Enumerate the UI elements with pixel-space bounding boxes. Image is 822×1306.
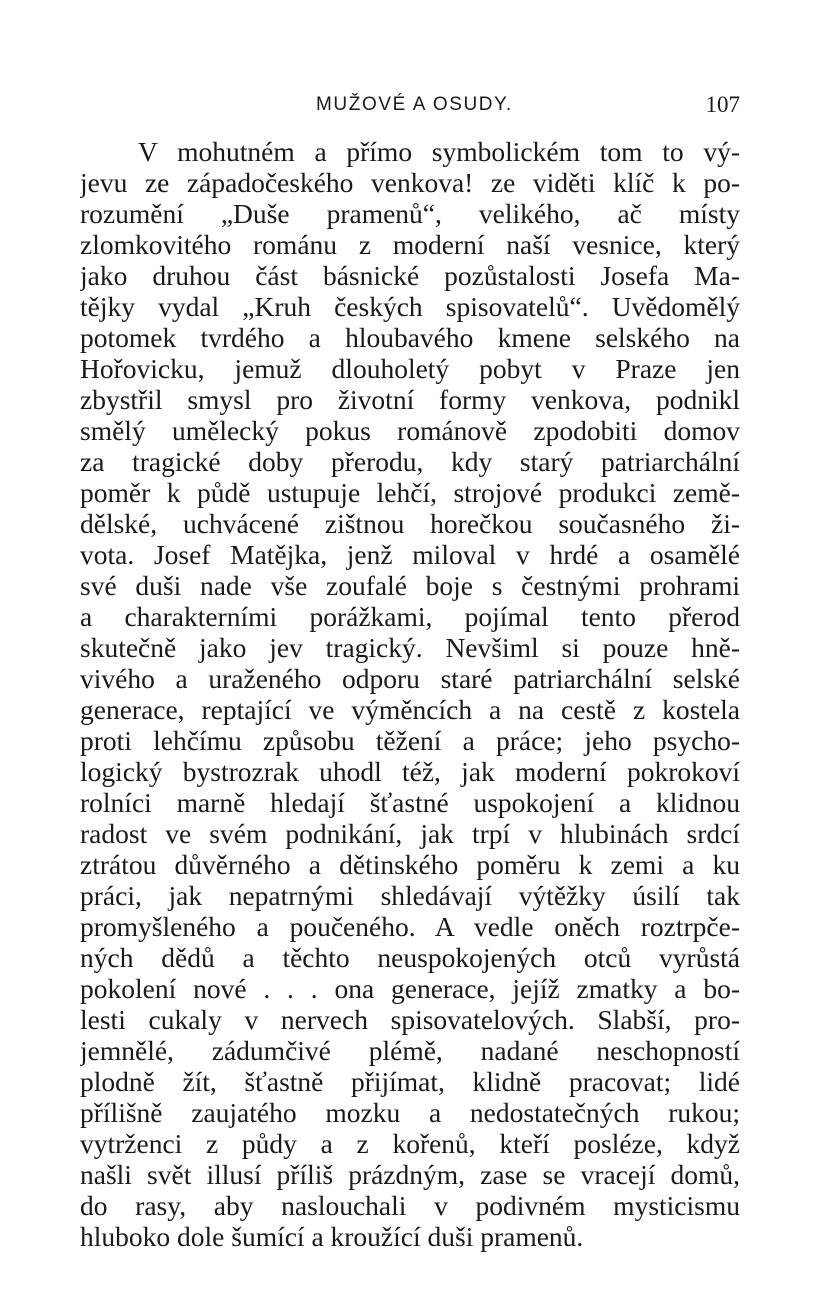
text-line: hluboko dole šumící a kroužící duši pramenů. [80, 1221, 584, 1252]
text-line: za tragické doby přerodu, kdy starý patriarchální [80, 446, 740, 477]
text-line: své duši nade vše zoufalé boje s čestnými prohrami [80, 570, 740, 601]
text-line: jemnělé, zádumčivé plémě, nadané neschopností [80, 1035, 740, 1066]
text-line: našli svět illusí příliš prázdným, zase se vracejí domů, [80, 1159, 740, 1190]
running-title: MUŽOVÉ A OSUDY. [316, 94, 513, 115]
text-line: rozumění „Duše pramenů“, velikého, ač místy [80, 198, 740, 229]
text-line: radost ve svém podnikání, jak trpí v hlubinách srdcí [80, 818, 740, 849]
running-header [80, 90, 740, 120]
body-paragraph [80, 136, 740, 1252]
text-line: vivého a uraženého odporu staré patriarchální selské [80, 663, 740, 694]
text-line: a charakterními porážkami, pojímal tento přerod [80, 601, 740, 632]
text-line: zlomkovitého románu z moderní naší vesnice, který [80, 229, 740, 260]
text-line: lesti cukaly v nervech spisovatelových. Slabší, pro- [80, 1004, 740, 1035]
text-line: práci, jak nepatrnými shledávají výtěžky úsilí tak [80, 880, 740, 911]
text-line: dělské, uchvácené zištnou horečkou současného ži- [80, 508, 740, 539]
text-line: ztrátou důvěrného a dětinského poměru k zemi a ku [80, 849, 740, 880]
text-line: jevu ze západočeského venkova! ze viděti klíč k po- [80, 167, 740, 198]
text-line: vytrženci z půdy a z kořenů, kteří posléze, když [80, 1128, 740, 1159]
page-number: 107 [705, 92, 740, 117]
text-line: ných dědů a těchto neuspokojených otců vyrůstá [80, 942, 740, 973]
text-line: potomek tvrdého a hloubavého kmene selského na [80, 322, 740, 353]
text-line: logický bystrozrak uhodl též, jak moderní pokrokoví [80, 756, 740, 787]
text-line: promyšleného a poučeného. A vedle oněch roztrpče- [80, 911, 740, 942]
text-line: přílišně zaujatého mozku a nedostatečných rukou; [80, 1097, 740, 1128]
text-line: Hořovicku, jemuž dlouholetý pobyt v Praze jen [80, 353, 740, 384]
text-line: V mohutném a přímo symbolickém tom to vý- [138, 136, 740, 167]
text-line: plodně žít, šťastně přijímat, klidně pracovat; lidé [80, 1066, 740, 1097]
text-line: proti lehčímu způsobu těžení a práce; jeho psycho- [80, 725, 740, 756]
text-line: poměr k půdě ustupuje lehčí, strojové produkci země- [80, 477, 740, 508]
text-line: rolníci marně hledají šťastné uspokojení a klidnou [80, 787, 740, 818]
text-line: skutečně jako jev tragický. Nevšiml si pouze hně- [80, 632, 740, 663]
text-line: pokolení nové . . . ona generace, jejíž zmatky a bo- [80, 973, 740, 1004]
text-line: zbystřil smysl pro životní formy venkova, podnikl [80, 384, 740, 415]
text-line: tějky vydal „Kruh českých spisovatelů“. Uvědomělý [80, 291, 740, 322]
text-line: generace, reptající ve výměncích a na cestě z kostela [80, 694, 740, 725]
text-line: jako druhou část básnické pozůstalosti Josefa Ma- [80, 260, 740, 291]
text-line: vota. Josef Matějka, jenž miloval v hrdé a osamělé [80, 539, 740, 570]
text-line: do rasy, aby naslouchali v podivném mysticismu [80, 1190, 740, 1221]
text-line: smělý umělecký pokus románově zpodobiti domov [80, 415, 740, 446]
